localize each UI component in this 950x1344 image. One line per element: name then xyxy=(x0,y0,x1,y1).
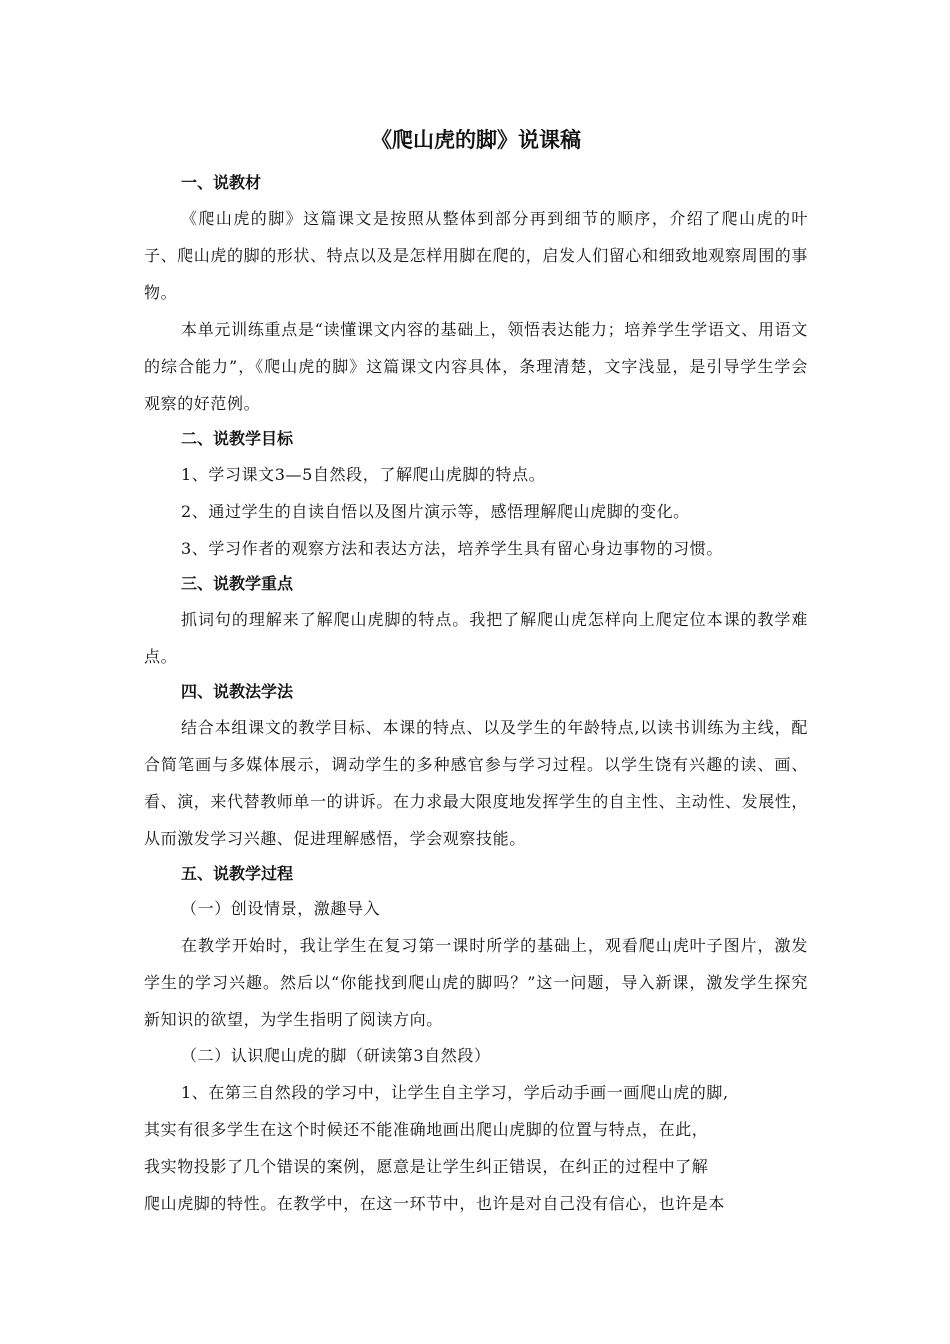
section-heading-methods: 四、说教法学法 xyxy=(181,682,294,701)
text-line: 我实物投影了几个错误的案例，愿意是让学生纠正错误，在纠正的过程中了解 xyxy=(144,1157,709,1176)
goal-item: 1、学习课文3—5自然段，了解爬山虎脚的特点。 xyxy=(181,465,546,484)
paragraph: 在教学开始时，我让学生在复习第一课时所学的基础上，观看爬山虎叶子图片，激发学生的学习兴趣。然后以“你能找到爬山虎的脚吗？”这一问题，导入新课，激发学生探究新知识的欲望，为学生指明了阅读方向。 xyxy=(144,936,808,1029)
section-heading-teaching-process: 五、说教学过程 xyxy=(181,864,294,883)
goal-item: 2、通过学生的自读自悟以及图片演示等，感悟理解爬山虎脚的变化。 xyxy=(181,502,690,521)
paragraph: 《爬山虎的脚》这篇课文是按照从整体到部分再到细节的顺序，介绍了爬山虎的叶子、爬山虎的脚的形状、特点以及是怎样用脚在爬的，启发人们留心和细致地观察周围的事物。 xyxy=(144,209,809,302)
section-heading-key-points: 三、说教学重点 xyxy=(181,574,294,593)
section-heading-teaching-goals: 二、说教学目标 xyxy=(181,429,294,448)
section-heading-teaching-material: 一、说教材 xyxy=(181,173,262,192)
paragraph: 本单元训练重点是“读懂课文内容的基础上，领悟表达能力；培养学生学语文、用语文的综合能力”，《爬山虎的脚》这篇课文内容具体，条理清楚，文字浅显，是引导学生学会观察的好范例。 xyxy=(144,320,808,413)
paragraph: 抓词句的理解来了解爬山虎脚的特点。我把了解爬山虎怎样向上爬定位本课的教学难点。 xyxy=(144,610,808,666)
paragraph: 结合本组课文的教学目标、本课的特点、以及学生的年龄特点,以读书训练为主线，配合简笔画与多媒体展示，调动学生的多种感官参与学习过程。以学生饶有兴趣的读、画、看、演，来代替教师单一的讲诉。在力求最大限度地发挥学生的自主性、主动性、发展性，从而激发学习兴趣、促进理解感悟，学会观察技能。 xyxy=(144,718,809,848)
text-line: 其实有很多学生在这个时候还不能准确地画出爬山虎脚的位置与特点，在此， xyxy=(144,1120,709,1139)
goal-item: 3、学习作者的观察方法和表达方法，培养学生具有留心身边事物的习惯。 xyxy=(181,539,723,558)
document-page xyxy=(144,122,808,1222)
subsection-heading: （二）认识爬山虎的脚（研读第3自然段） xyxy=(181,1046,491,1065)
text-line: 1、在第三自然段的学习中，让学生自主学习，学后动手画一画爬山虎的脚, xyxy=(181,1083,729,1102)
subsection-heading: （一）创设情景，激趣导入 xyxy=(181,899,381,918)
text-line: 爬山虎脚的特性。在教学中，在这一环节中，也许是对自己没有信心，也许是本 xyxy=(144,1194,726,1213)
document-title: 《爬山虎的脚》说课稿 xyxy=(371,127,581,152)
